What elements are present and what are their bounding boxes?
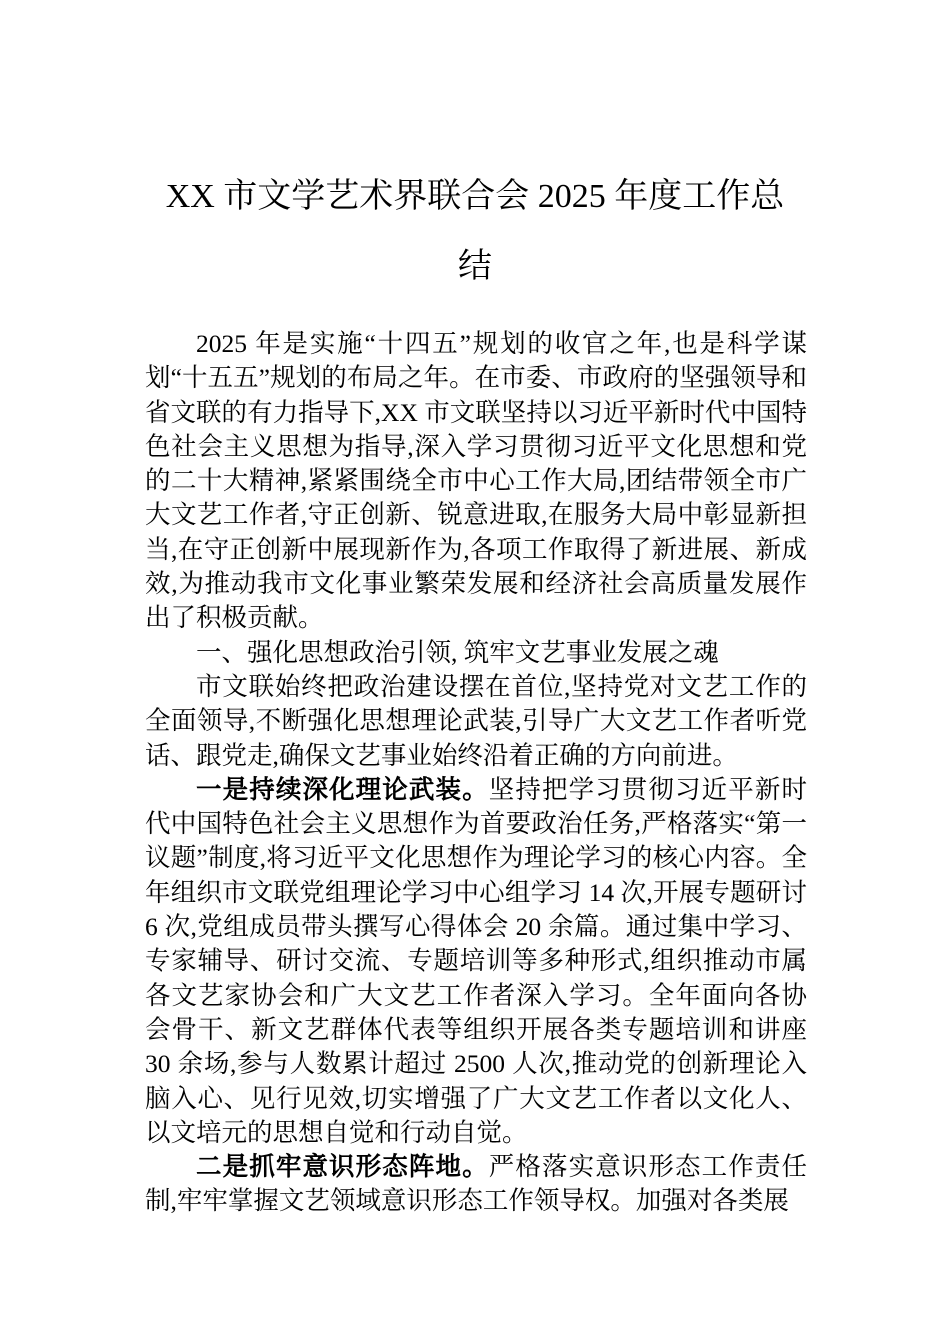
point-2-lead: 二是抓牢意识形态阵地。 — [196, 1152, 489, 1182]
title-line-2: 结 — [458, 248, 492, 285]
point-2-text: 严格落实意识形态工作责任制,牢牢掌握文艺领域意识形态工作领导权。加强对各类展 — [145, 1152, 807, 1216]
document-body — [145, 327, 807, 1219]
title-line-1: XX 市文学艺术界联合会 2025 年度工作总 — [165, 178, 785, 215]
point-1-lead: 一是持续深化理论武装。 — [196, 774, 489, 804]
intro-paragraph: 2025 年是实施“十四五”规划的收官之年,也是科学谋划“十五五”规划的布局之年。在市委、市政府的坚强领导和省文联的有力指导下,XX 市文联坚持以习近平新时代中国特色社会主义思想为指导,深入学习贯彻习近平文化思想和党的二十大精神,紧紧围绕全市中心工作大局,团结带领全市广大文艺工作者,守正创新、锐意进取,在服务大局中彰显新担当,在守正创新中展现新作为,各项工作取得了新进展、新成效,为推动我市文化事业繁荣发展和经济社会高质量发展作出了积极贡献。 — [145, 329, 807, 633]
point-1-text: 坚持把学习贯彻习近平新时代中国特色社会主义思想作为首要政治任务,严格落实“第一议题”制度,将习近平文化思想作为理论学习的核心内容。全年组织市文联党组理论学习中心组学习 14 次,开展专题研讨 6 次,党组成员带头撰写心得体会 20 余篇。通过集中学习、专家辅导、研讨交流、专题培训等多种形式,组织推动市属各文艺家协会和广大文艺工作者深入学习。全年面向各协会骨干、新文艺群体代表等组织开展各类专题培训和讲座 30 余场,参与人数累计超过 2500 人次,推动党的创新理论入脑入心、见行见效,切实增强了广大文艺工作者以文化人、以文培元的思想自觉和行动自觉。 — [145, 774, 807, 1147]
section-1-intro-paragraph: 市文联始终把政治建设摆在首位,坚持党对文艺工作的全面领导,不断强化思想理论武装,引导广大文艺工作者听党话、跟党走,确保文艺事业始终沿着正确的方向前进。 — [145, 671, 807, 770]
section-heading-1: 一、强化思想政治引领, 筑牢文艺事业发展之魂 — [196, 637, 719, 667]
point-1-paragraph — [145, 773, 807, 1150]
point-2-paragraph — [145, 1150, 807, 1219]
document-title — [140, 162, 810, 302]
